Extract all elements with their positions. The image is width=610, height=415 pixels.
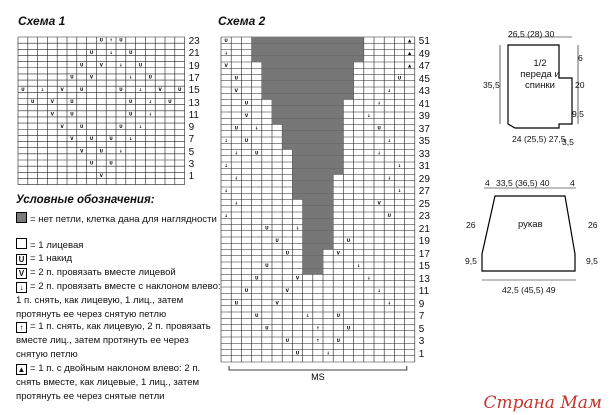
sleeve-label: рукав (518, 219, 543, 230)
schema2-symbol: U (346, 326, 351, 332)
schema2-symbol: ↓ (377, 151, 381, 157)
schema1-symbol: V (70, 136, 74, 142)
legend-symbol-icon (16, 238, 27, 249)
legend-title: Условные обозначения: (16, 194, 155, 206)
schema1-symbol: U (70, 99, 74, 105)
schema2-symbol: ↓ (234, 201, 239, 207)
schema1-title: Схема 1 (18, 14, 66, 28)
schema1-symbol: U (119, 86, 123, 92)
sleeve-top-right: 4 (570, 178, 575, 188)
sleeve-bottom-width: 42,5 (45,5) 49 (502, 285, 556, 295)
schema2-row-number: 31 (418, 161, 430, 172)
schema1-symbol: ↓ (138, 123, 143, 129)
sleeve-right-bottom: 9,5 (586, 256, 598, 266)
legend-item (16, 280, 221, 322)
schema2-symbol: U (224, 38, 228, 44)
schema1-symbol: U (89, 136, 94, 142)
schema2-symbol: U (234, 126, 239, 132)
schema2-symbol: U (254, 151, 259, 157)
schema2-symbol: U (336, 313, 341, 319)
schema2-symbol: V (285, 288, 289, 294)
schema2-row-number: 29 (418, 173, 430, 185)
no-stitch-cell (292, 156, 343, 162)
schema2-symbol: U (254, 313, 259, 319)
ms-label: MS (311, 372, 325, 382)
no-stitch-cell (252, 56, 364, 62)
no-stitch-cell (292, 175, 333, 181)
schema2-row-number: 11 (418, 286, 430, 297)
schema2-symbol: ↑ (316, 326, 320, 332)
schema2-row-number: 45 (418, 73, 430, 85)
body-right-bottom: 9,5 (572, 109, 584, 119)
schema1-row-number: 11 (188, 109, 199, 121)
no-stitch-cell (303, 243, 334, 249)
schema1-symbol: V (50, 99, 54, 105)
body-right-mid: 20 (575, 80, 585, 90)
schema2-symbol: U (397, 76, 402, 82)
legend-symbol-icon: V (16, 268, 27, 279)
schema2-symbol: ↓ (377, 288, 381, 294)
schema1-symbol: ↓ (148, 99, 153, 105)
schema1-row-number: 5 (188, 146, 195, 158)
schema2-symbol: ↓ (326, 351, 330, 357)
schema1-symbol: U (21, 86, 25, 92)
schema2-symbol: ↓ (387, 176, 392, 182)
schema1-symbol: U (31, 99, 35, 105)
schema1-symbol: U (70, 74, 74, 80)
schema2-symbol: U (295, 351, 300, 357)
schema1-symbol: U (138, 62, 143, 68)
legend-text: = 1 п. снять, как лицевую, 2 п. провязать вместе лиц., затем протянуть ее через снятую петлю (16, 321, 211, 360)
legend-symbol-icon (16, 212, 27, 223)
schema2-row-number: 1 (418, 348, 425, 360)
schema2-symbol: ↓ (234, 176, 239, 182)
schema1-symbol: U (168, 99, 172, 105)
schema2-row-number: 19 (418, 236, 430, 247)
no-stitch-cell (282, 125, 343, 131)
schema2-symbol: V (275, 301, 279, 307)
no-stitch-cell (262, 93, 354, 99)
no-stitch-cell (303, 225, 334, 231)
schema1-symbol: U (109, 160, 113, 166)
schema1-row-number: 3 (188, 159, 195, 170)
schema1-row-number: 13 (188, 97, 200, 109)
schema2-symbol: ▲ (408, 51, 412, 57)
schema2-symbol: U (244, 138, 249, 144)
sleeve-top-left: 4 (485, 178, 490, 188)
no-stitch-cell (303, 250, 323, 256)
schema1-symbol: U (80, 86, 84, 92)
legend-text: = 1 накид (30, 253, 73, 264)
no-stitch-cell (303, 268, 323, 274)
schema2-row-number: 41 (418, 98, 430, 110)
schema2-symbol: ↓ (224, 138, 228, 144)
schema1-symbol: ↑ (109, 37, 113, 43)
schema1-row-number: 19 (188, 60, 200, 72)
body-label: 1/2 переда и спинки (520, 58, 560, 91)
schema2-row-number: 23 (418, 211, 430, 222)
schema2-symbol: U (285, 338, 290, 344)
legend-item (16, 320, 221, 362)
schema2-symbol: ↓ (295, 226, 300, 232)
schema2-row-number: 5 (418, 323, 425, 335)
schema2-symbol: ↓ (305, 313, 310, 319)
schema2-symbol: V (224, 63, 228, 69)
legend-item (16, 212, 221, 227)
schema1-symbol: U (89, 160, 94, 166)
schema2-symbol: ▲ (408, 38, 412, 44)
schema2-symbol: ↓ (397, 163, 402, 169)
schema1-symbol: V (60, 123, 64, 129)
schema2-symbol: U (254, 276, 259, 282)
body-bottom-width: 24 (25,5) 27,5 (512, 134, 566, 144)
ms-bracket (229, 366, 407, 370)
schema1-symbol: V (50, 111, 54, 117)
schema2-symbol: U (346, 238, 351, 244)
schema2-symbol: ↓ (387, 138, 392, 144)
schema1-symbol: U (99, 148, 103, 154)
no-stitch-cell (292, 181, 333, 187)
sleeve-left-top: 26 (466, 220, 476, 230)
no-stitch-cell (282, 137, 343, 143)
schema2-row-number: 21 (418, 223, 430, 235)
legend-item (16, 362, 221, 404)
schema2-symbol: ↓ (224, 213, 228, 219)
schema2-symbol: ↓ (387, 88, 392, 94)
legend-symbol-icon: ↓ (16, 282, 27, 293)
schema2-row-number: 9 (418, 298, 425, 310)
schema2-symbol: ↑ (316, 338, 320, 344)
body-height-total: 35,5 (483, 80, 500, 90)
schema2-row-number: 27 (418, 186, 430, 197)
no-stitch-cell (272, 100, 343, 106)
schema2-row-number: 51 (418, 36, 430, 47)
no-stitch-cell (282, 143, 343, 149)
schema1-symbol: ↓ (148, 111, 153, 117)
schema2-symbol: V (336, 251, 340, 257)
no-stitch-cell (303, 237, 334, 243)
schema1-symbol: U (148, 74, 152, 80)
schema2-row-number: 49 (418, 48, 430, 60)
schema1-symbol: V (99, 172, 103, 178)
schema2-symbol: V (244, 113, 249, 119)
schema2-symbol: ↓ (377, 101, 381, 107)
schema1-row-number: 21 (188, 48, 200, 60)
schema2-row-number: 25 (418, 198, 430, 210)
sleeve-outline (482, 196, 575, 271)
legend-symbol-icon: ↑ (16, 322, 27, 333)
no-stitch-cell (303, 200, 334, 206)
schema2-symbol: U (336, 338, 341, 344)
schema1-symbol: U (99, 37, 103, 43)
legend-text: = нет петли, клетка дана для наглядности (30, 214, 217, 225)
no-stitch-cell (292, 187, 333, 193)
no-stitch-cell (272, 112, 343, 118)
schema2-symbol: ↓ (356, 263, 361, 269)
no-stitch-cell (292, 193, 333, 199)
no-stitch-cell (262, 62, 354, 68)
no-stitch-cell (303, 231, 334, 237)
schema1-symbol: U (119, 37, 123, 43)
schema1-row-number: 23 (188, 36, 200, 47)
legend-text: = 1 лицевая (30, 240, 84, 251)
schema2-row-number: 15 (418, 261, 430, 272)
no-stitch-cell (303, 218, 334, 224)
schema1-row-number: 17 (188, 72, 200, 84)
no-stitch-cell (282, 131, 343, 137)
legend-text: = 2 п. провязать вместе лицевой (30, 267, 176, 278)
schema1-symbol: U (89, 49, 94, 55)
schema2-row-number: 43 (418, 86, 430, 97)
no-stitch-cell (303, 256, 323, 262)
schema2-symbol: V (295, 276, 300, 282)
body-right-top: 6 (578, 53, 583, 63)
legend-text: = 2 п. провязать вместе с наклоном влево: 1 п. снять, как лицевую, 1 лиц., затем протянуть ее через снятую петлю (16, 281, 221, 320)
no-stitch-cell (262, 75, 354, 81)
schema2-symbol: U (285, 251, 290, 257)
schema2-symbol: ↓ (224, 51, 228, 57)
schema2-symbol: V (234, 88, 238, 94)
body-top-width: 26,5 (28) 30 (508, 29, 555, 39)
schema2-symbol: U (244, 288, 249, 294)
schema2-row-number: 17 (418, 248, 430, 260)
schema2-symbol: U (377, 126, 381, 132)
schema1-symbol: ↓ (119, 148, 123, 154)
schema1-symbol: ↓ (40, 86, 45, 92)
schema1-row-number: 15 (188, 85, 200, 97)
schema2-symbol: ↓ (224, 163, 228, 169)
schema1-symbol: U (129, 111, 133, 117)
schema2-symbol: ↓ (234, 151, 239, 157)
schema2-row-number: 47 (418, 61, 430, 72)
no-stitch-cell (252, 43, 364, 49)
no-stitch-cell (303, 206, 334, 212)
schema2-symbol: ↓ (224, 188, 228, 194)
schema2-symbol: U (244, 101, 249, 107)
sleeve-top-width: 33,5 (36,5) 40 (496, 178, 550, 188)
schema1-symbol: ↓ (109, 49, 113, 55)
no-stitch-cell (272, 106, 343, 112)
no-stitch-cell (303, 212, 334, 218)
no-stitch-cell (252, 37, 364, 43)
schema2-symbol: ↓ (254, 126, 259, 132)
schema1-symbol: U (119, 123, 123, 129)
schema2-symbol: ↓ (397, 188, 402, 194)
body-bottom-side: 3,5 (562, 137, 574, 147)
schema2-row-number: 39 (418, 111, 430, 122)
schema1-symbol: U (178, 86, 182, 92)
schema1-symbol: ↓ (138, 86, 143, 92)
no-stitch-cell (303, 262, 323, 268)
sleeve-left-bottom: 9,5 (465, 256, 477, 266)
schema1-symbol: U (129, 49, 133, 55)
schema2-symbol: ↓ (387, 301, 392, 307)
schema1-row-number: 7 (188, 134, 195, 146)
schema2-title: Схема 2 (218, 14, 266, 28)
schema1-row-number: 9 (188, 122, 195, 134)
no-stitch-cell (272, 118, 343, 124)
schema1-symbol: V (80, 148, 84, 154)
schema2-row-number: 35 (418, 136, 430, 147)
schema2-row-number: 7 (418, 311, 425, 322)
schema1-row-number: 1 (188, 171, 195, 183)
schema1-symbol: U (80, 123, 84, 129)
schema2-symbol: U (387, 213, 392, 219)
legend-item (16, 252, 221, 266)
schema2-symbol: U (234, 301, 239, 307)
schema2-symbol: ↓ (367, 113, 371, 119)
sleeve-right-top: 26 (588, 220, 598, 230)
schema2-symbol: V (377, 201, 381, 207)
schema1-symbol: V (99, 62, 103, 68)
schema2-symbol: ↓ (367, 276, 371, 282)
legend-symbol-icon: ▲ (17, 365, 26, 374)
schema2-symbol: U (234, 76, 239, 82)
schema1-symbol: V (158, 86, 162, 92)
schema2-row-number: 33 (418, 148, 430, 160)
no-stitch-cell (292, 162, 343, 168)
schema2-row-number: 37 (418, 123, 430, 135)
no-stitch-cell (292, 150, 343, 156)
schema2-symbol: ▲ (408, 63, 412, 69)
legend-text: = 1 п. с двойным наклоном влево: 2 п. снять вместе, как лицевые, 1 лиц., затем протянуть ее через снятые петли (16, 363, 201, 402)
no-stitch-cell (252, 50, 364, 56)
schema1-symbol: ↓ (128, 136, 133, 142)
legend-item (16, 266, 221, 280)
schema2-symbol: U (275, 238, 279, 244)
schema1-symbol: V (60, 86, 64, 92)
no-stitch-cell (292, 168, 343, 174)
schema2-symbol: U (265, 226, 269, 232)
schema1-symbol: ↓ (128, 74, 133, 80)
schema1-symbol: U (80, 62, 84, 68)
schema1-symbol: U (70, 111, 74, 117)
schema1-symbol: U (129, 99, 133, 105)
schema2-symbol: U (265, 326, 269, 332)
watermark-logo: Страна Мам (483, 393, 602, 413)
no-stitch-cell (262, 87, 354, 93)
schema2-symbol: U (265, 263, 269, 269)
schema2-row-number: 13 (418, 273, 430, 285)
schema2-row-number: 3 (418, 336, 425, 347)
no-stitch-cell (262, 81, 354, 87)
legend-item (16, 238, 221, 253)
schema1-symbol: U (109, 136, 113, 142)
schema1-grid (18, 37, 185, 185)
legend-symbol-icon: U (16, 254, 27, 265)
schema1-symbol: ↓ (119, 62, 123, 68)
no-stitch-cell (262, 68, 354, 74)
schema1-symbol: V (89, 74, 94, 80)
